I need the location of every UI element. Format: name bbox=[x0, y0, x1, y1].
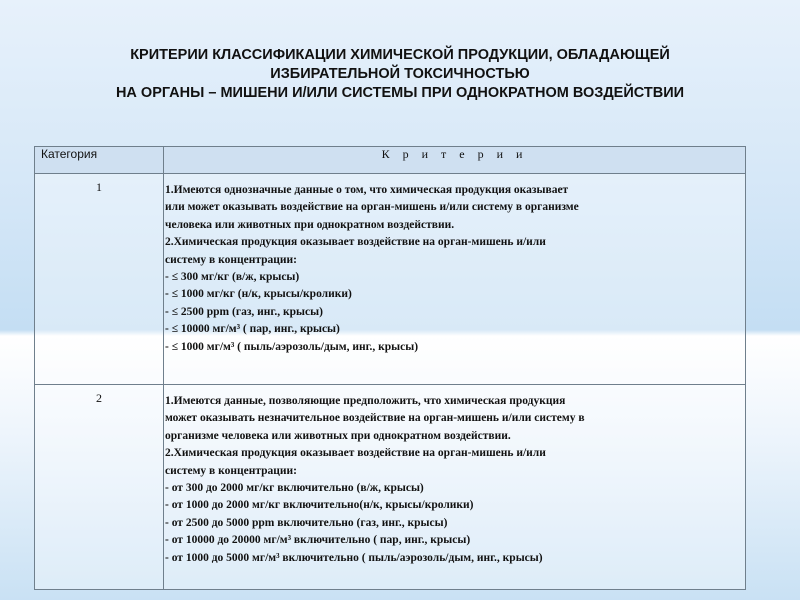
criteria-line: - от 2500 до 5000 ppm включительно (газ, инг., крысы) bbox=[165, 516, 448, 529]
criteria-line: - ≤ 1000 мг/кг (н/к, крысы/кролики) bbox=[165, 288, 352, 301]
table-header-row bbox=[35, 147, 746, 174]
category-cell: 2 bbox=[35, 385, 164, 590]
criteria-line: - ≤ 300 мг/кг (в/ж, крысы) bbox=[165, 271, 300, 284]
header-category: Категория bbox=[35, 147, 164, 174]
criteria-line: - от 300 до 2000 мг/кг включительно (в/ж, крысы) bbox=[165, 482, 424, 495]
category-cell: 1 bbox=[35, 174, 164, 385]
criteria-cell bbox=[164, 385, 746, 590]
criteria-line: может оказывать незначительное воздействие на орган-мишень и/или систему в bbox=[165, 412, 585, 425]
criteria-line: - от 1000 до 5000 мг/м³ включительно ( пыль/аэрозоль/дым, инг., крысы) bbox=[165, 551, 543, 564]
header-criteria: К р и т е р и и bbox=[164, 147, 746, 174]
table-row bbox=[35, 174, 746, 385]
slide-title bbox=[20, 46, 780, 103]
criteria-line: или может оказывать воздействие на орган-мишень и/или систему в организме bbox=[165, 201, 579, 214]
criteria-line: 1.Имеются однозначные данные о том, что химическая продукция оказывает bbox=[165, 184, 569, 196]
criteria-table bbox=[34, 146, 746, 590]
criteria-line: систему в концентрации: bbox=[165, 253, 297, 266]
criteria-line: - от 1000 до 2000 мг/кг включительно(н/к, крысы/кролики) bbox=[165, 499, 474, 512]
criteria-line: - ≤ 1000 мг/м³ ( пыль/аэрозоль/дым, инг., крысы) bbox=[165, 340, 419, 353]
criteria-line: - ≤ 2500 ppm (газ, инг., крысы) bbox=[165, 305, 323, 318]
criteria-line: 2.Химическая продукция оказывает воздействие на орган-мишень и/или bbox=[165, 236, 546, 249]
title-line-3: НА ОРГАНЫ – МИШЕНИ И/ИЛИ СИСТЕМЫ ПРИ ОДНОКРАТНОМ ВОЗДЕЙСТВИИ bbox=[115, 85, 685, 101]
title-line-2: ИЗБИРАТЕЛЬНОЙ ТОКСИЧНОСТЬЮ bbox=[270, 66, 530, 82]
title-line-1: КРИТЕРИИ КЛАССИФИКАЦИИ ХИМИЧЕСКОЙ ПРОДУКЦИИ, ОБЛАДАЮЩЕЙ bbox=[130, 47, 670, 63]
table-row bbox=[35, 385, 746, 590]
criteria-cell bbox=[164, 174, 746, 385]
criteria-line: - ≤ 10000 мг/м³ ( пар, инг., крысы) bbox=[165, 323, 340, 336]
criteria-line: человека или животных при однократном воздействии. bbox=[165, 218, 455, 231]
criteria-line: организме человека или животных при однократном воздействии. bbox=[165, 429, 511, 442]
criteria-line: 1.Имеются данные, позволяющие предположить, что химическая продукция bbox=[165, 395, 566, 407]
criteria-line: 2.Химическая продукция оказывает воздействие на орган-мишень и/или bbox=[165, 447, 546, 460]
criteria-line: - от 10000 до 20000 мг/м³ включительно ( пар, инг., крысы) bbox=[165, 534, 471, 547]
criteria-line: систему в концентрации: bbox=[165, 464, 297, 477]
